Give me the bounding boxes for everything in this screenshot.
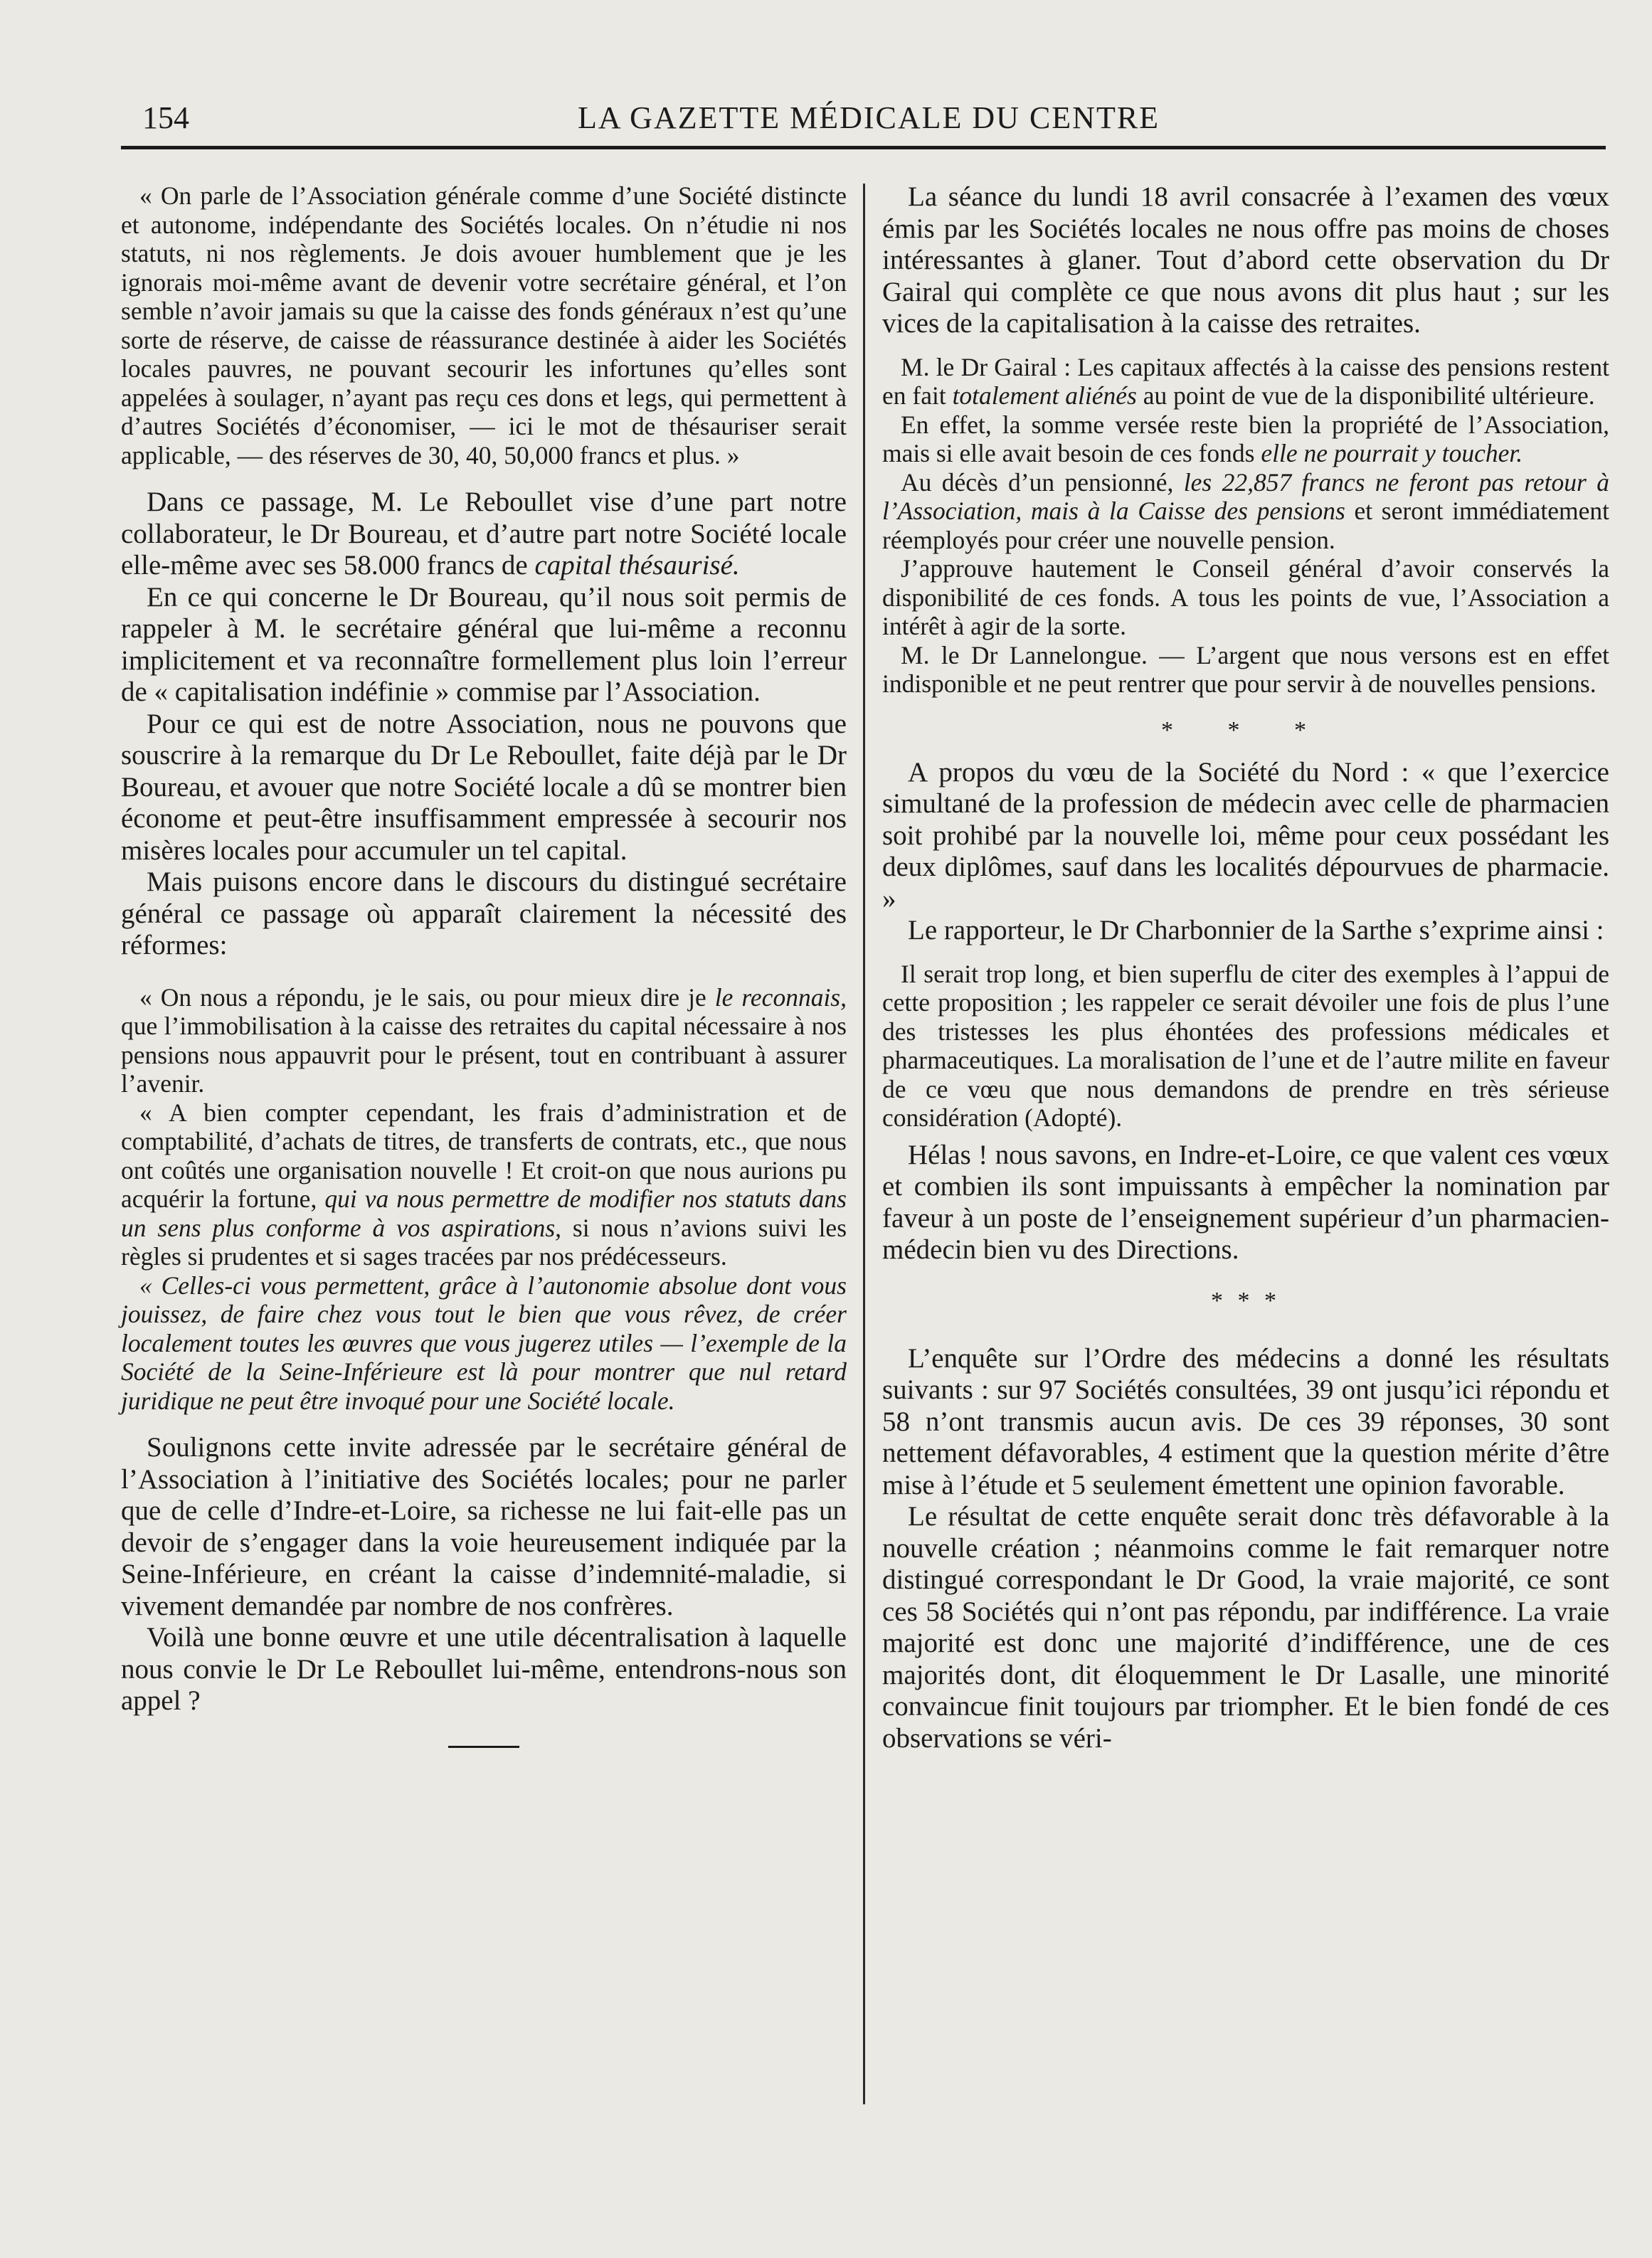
paragraph: En ce qui concerne le Dr Boureau, qu’il nous soit permis de rappeler à M. le secrétaire général que lui-même a reconnu implicitement et va reconnaître formellement plus loin l’erreur de « capitalisation indéfinie » commise par l’Association. [121,581,847,707]
quoted-debate [882,353,1609,699]
italic-text: le reconnais, [714,982,847,1012]
paragraph: Pour ce qui est de notre Association, nous ne pouvons que souscrire à la remarque du Dr Le Reboullet, faite déjà par le Dr Boureau, et avouer que notre Société locale a dû se montrer bien économe et peut-être insuffisamment empressée à secourir nos misères locales pour accumuler un tel capital. [121,708,847,866]
text-run: « On nous a répondu, je le sais, ou pour mieux dire je [139,982,715,1012]
left-column [121,181,847,1748]
text-run: M. le Dr Gairal : Les capitaux affectés à la caisse des pensions restent en fait [882,352,1609,410]
body-text [121,1432,847,1717]
paragraph: Mais puisons encore dans le discours du distingué secrétaire général ce passage où apparaît clairement la nécessité des réformes: [121,866,847,960]
section-asterism: * * * [1211,1287,1281,1314]
column-divider [863,184,865,2104]
paragraph: Le rapporteur, le Dr Charbonnier de la Sarthe s’exprime ainsi : [908,915,1604,945]
italic-text: totalement aliénés [952,381,1137,410]
quote-paragraph: Il serait trop long, et bien superflu de citer des exemples à l’appui de cette proposition ; les rappeler ce serait dévoiler une fois de plus l’une des tristesses les plus éhontées des professions médicales et pharmaceutiques. La moralisation de l’une et de l’autre milite en faveur de ce vœu que nous demandons de prendre en très sérieuse considération (Adopté). [882,959,1609,1132]
section-asterism: * * * [1161,716,1330,743]
paragraph: A propos du vœu de la Société du Nord : « que l’exercice simultané de la profession de médecin avec celle de pharmacien soit prohibé par la nouvelle loi, même pour ceux possédant les deux diplômes, sauf dans les localités dépourvues de pharmacie. » [882,756,1609,914]
paragraph: Soulignons cette invite adressée par le secrétaire général de l’Association à l’initiative des Sociétés locales; pour ne parler que de celle d’Indre-et-Loire, sa richesse ne lui fait-elle pas un devoir de s’engager dans la voie heureusement indiquée par la Seine-Inférieure, en créant la caisse d’indemnité-maladie, si vivement demandée par nombre de nos confrères. [121,1432,847,1621]
text-run: que l’immobilisation à la caisse des retraites du capital nécessaire à nos pensions nous appauvrit pour le présent, tout en contribuant à assurer l’avenir. [121,1012,847,1098]
body-text [882,757,1609,947]
quote-paragraph [121,1271,847,1416]
running-title: LA GAZETTE MÉDICALE DU CENTRE [577,100,1160,135]
header-rule [121,146,1606,149]
quote-paragraph: J’approuve hautement le Conseil général d’avoir conservés la disponibilité de ces fonds. A tous les points de vue, l’Association a intérêt à agir de la sorte. [882,554,1609,640]
italic-text: elle ne pourrait y toucher. [1261,439,1523,467]
text-run: et seront immédiatement réemployés pour créer une nouvelle pension. [882,497,1609,554]
text-run: « A bien compter cependant, les frais d’administration et de comptabilité, d’achats de titres, de transferts de contrats, etc., que nous ont coûtés une organisation nouvelle ! Et croit-on que nous aurions pu acquérir la fortune, [121,1098,847,1213]
italic-text: les 22,857 francs ne feront pas retour à l’Association, mais à la Caisse des pensions [882,467,1609,525]
paragraph: La séance du lundi 18 avril consacrée à l’examen des vœux émis par les Sociétés locales ne nous offre pas moins de choses intéressantes à glaner. Tout d’abord cette observation du Dr Gairal qui complète ce que nous avons dit plus haut ; sur les vices de la capitalisation à la caisse des retraites. [882,181,1609,339]
text-run: En effet, la somme versée reste bien la propriété de l’Association, mais si elle avait besoin de ces fonds [882,410,1609,467]
quote-block [121,983,847,1416]
body-text [121,487,847,962]
italic-text: capital thésaurisé. [534,550,740,581]
text-run: Dans ce passage, M. Le Reboullet vise d’une part notre collaborateur, le Dr Boureau, et d’autre part notre Société locale elle-même avec ses 58.000 francs de [121,487,847,581]
text-run: au point de vue de la disponibilité ultérieure. [1136,381,1595,410]
paragraph: L’enquête sur l’Ordre des médecins a donné les résultats suivants : sur 97 Sociétés consultées, 39 ont jusqu’ici répondu et 58 n’ont transmis aucun avis. De ces 39 réponses, 30 sont nettement défavorables, 4 estiment que la question mérite d’être mise à l’étude et 5 seulement émettent une opinion favorable. [882,1342,1609,1500]
page-header [142,100,1595,142]
quote-paragraph [121,1098,847,1271]
paragraph: Voilà une bonne œuvre et une utile décentralisation à laquelle nous convie le Dr Le Reboullet lui-même, entendrons-nous son appel ? [121,1622,847,1716]
quote-paragraph [882,353,1609,410]
right-column [882,181,1609,1754]
quote-block [882,960,1609,1133]
quote-paragraph: M. le Dr Lannelongue. — L’argent que nous versons est en effet indisponible et ne peut rentrer que pour servir à de nouvelles pensions. [882,640,1609,698]
text-run: si nous n’avions suivi les règles si prudentes et si sages tracées par nos prédécesseurs. [121,1213,847,1271]
quote-paragraph [882,410,1609,468]
paragraph [121,487,847,582]
italic-text: qui va nous permettre de modifier nos statuts dans un sens plus conforme à vos aspirations, [121,1184,847,1242]
end-rule [448,1746,519,1748]
paragraph: Le résultat de cette enquête serait donc très défavorable à la nouvelle création ; néanmoins comme le fait remarquer notre distingué correspondant le Dr Good, la vraie majorité, ce sont ces 58 Sociétés qui n’ont pas répondu, par indifférence. La vraie majorité est donc une majorité d’indifférence, une de ces majorités dont, dit éloquemment le Dr Lasalle, une minorité convaincue finit toujours par triompher. Et le bien fondé de ces observations se véri- [882,1501,1609,1754]
quote-paragraph: « On parle de l’Association générale comme d’une Société distincte et autonome, indépendante des Sociétés locales. On n’étudie ni nos statuts, ni nos règlements. Je dois avouer humblement que je les ignorais moi-même avant de devenir votre secrétaire général, et l’on semble n’avoir jamais su que la caisse des fonds généraux n’est qu’une sorte de réserve, de caisse de réassurance destinée à aider les Sociétés locales pauvres, ne pouvant secourir les infortunes qu’elles sont appelées à soulager, n’ayant pas reçu ces dons et legs, qui permettent à d’autres Sociétés d’économiser, — ici le mot de thésauriser serait applicable, — des réserves de 30, 40, 50,000 francs et plus. » [121,181,847,470]
italic-text: « Celles-ci vous permettent, grâce à l’autonomie absolue dont vous jouissez, de faire chez vous tout le bien que vous rêvez, de créer localement toutes les œuvres que vous jugerez utiles — l’exemple de la Société de la Seine-Inférieure est là pour montrer que nul retard juridique ne peut être invoqué pour une Société locale. [121,1271,847,1415]
body-text [882,1343,1609,1755]
quote-paragraph [121,983,847,1098]
body-text [882,181,1609,340]
paragraph: Hélas ! nous savons, en Indre-et-Loire, ce que valent ces vœux et combien ils sont impuissants à empêcher la nomination par faveur à un poste de l’enseignement supérieur d’un pharmacien-médecin bien vu des Directions. [882,1139,1609,1265]
quote-block [121,181,847,470]
text-run: Au décès d’un pensionné, [901,467,1184,497]
page-number: 154 [142,100,189,135]
quote-paragraph [882,468,1609,555]
body-text [882,1140,1609,1266]
